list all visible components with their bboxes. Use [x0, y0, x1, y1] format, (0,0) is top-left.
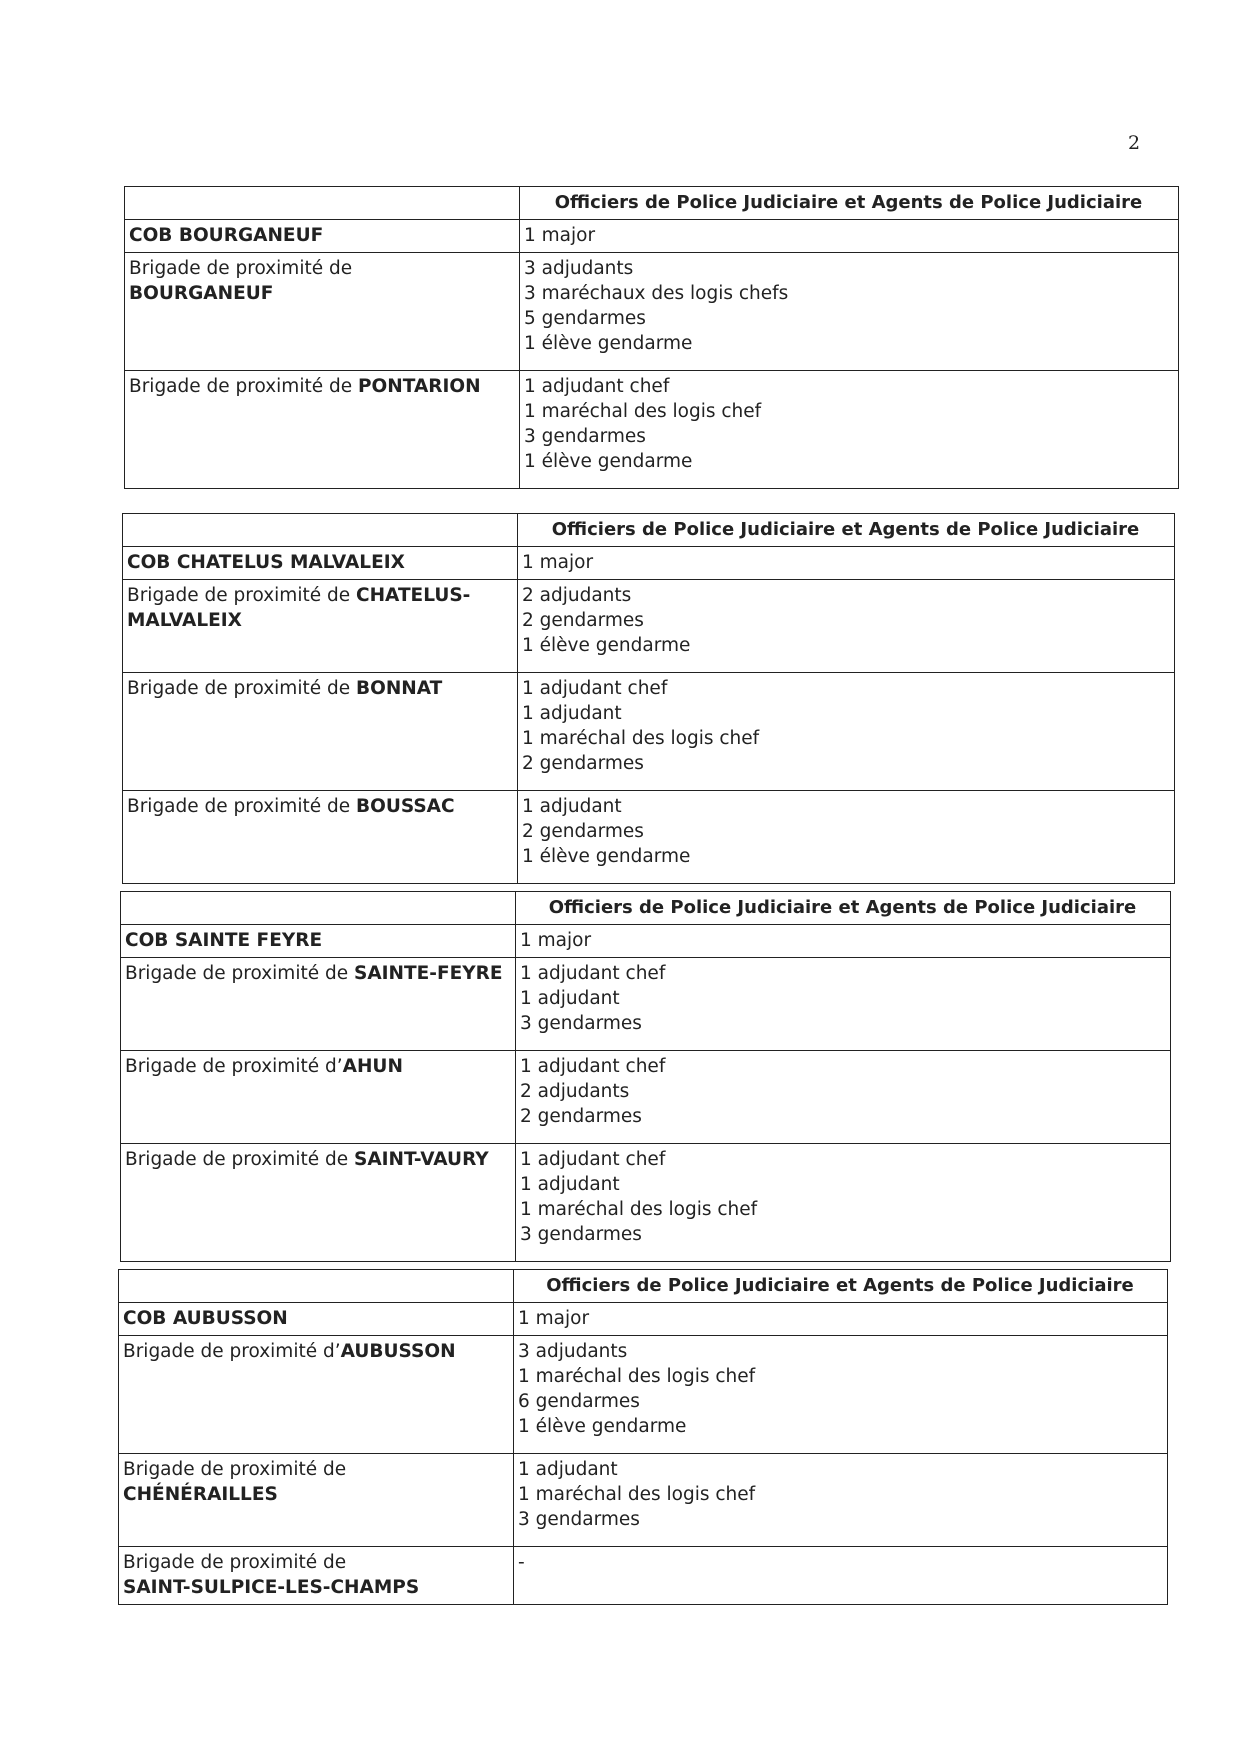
staff-line: 3 gendarmes: [520, 1224, 642, 1245]
cob-name: COB SAINTE FEYRE: [121, 925, 516, 958]
brigade-prefix: Brigade de proximité de: [129, 258, 353, 279]
brigade-name-cell: [121, 958, 516, 1051]
brigade-prefix: Brigade de proximité de: [127, 796, 356, 817]
brigade-staff-cell: [516, 1051, 1171, 1144]
cob-staff: 1 major: [520, 220, 1179, 253]
staff-line: 3 adjudants: [524, 258, 634, 279]
brigade-name-cell: [119, 1336, 514, 1454]
staff-line: 3 maréchaux des logis chefs: [524, 283, 789, 304]
brigade-staff-cell: [518, 791, 1175, 884]
cob-name: COB BOURGANEUF: [125, 220, 520, 253]
brigade-prefix: Brigade de proximité de: [129, 376, 358, 397]
header-cell: Officiers de Police Judiciaire et Agents de Police Judiciaire: [514, 1270, 1168, 1303]
brigade-row: [123, 673, 1175, 791]
brigade-name: AUBUSSON: [340, 1341, 456, 1362]
staff-line: 1 élève gendarme: [518, 1416, 687, 1437]
staff-line: 1 élève gendarme: [524, 451, 693, 472]
cob-name: COB CHATELUS MALVALEIX: [123, 547, 518, 580]
brigade-name-cell: [119, 1454, 514, 1547]
staff-line: 1 maréchal des logis chef: [524, 401, 762, 422]
staff-line: 6 gendarmes: [518, 1391, 640, 1412]
staff-line: 1 adjudant chef: [520, 963, 666, 984]
table-header-row: [125, 187, 1179, 220]
empty-header-cell: [125, 187, 520, 220]
brigade-name-cell: [123, 673, 518, 791]
staff-line: 1 élève gendarme: [522, 635, 691, 656]
staff-table: [124, 186, 1179, 489]
brigade-prefix: Brigade de proximité de: [125, 1149, 354, 1170]
brigade-staff-cell: [518, 580, 1175, 673]
brigade-prefix: Brigade de proximité de: [123, 1459, 347, 1480]
brigade-name: AHUN: [342, 1056, 403, 1077]
brigade-prefix: Brigade de proximité de: [127, 585, 356, 606]
table-header-row: [119, 1270, 1168, 1303]
brigade-staff-cell: [514, 1336, 1168, 1454]
staff-line: 3 gendarmes: [518, 1509, 640, 1530]
staff-line: 1 adjudant: [520, 1174, 620, 1195]
brigade-name: SAINT-VAURY: [354, 1149, 489, 1170]
brigade-staff-cell: [516, 958, 1171, 1051]
cob-row: [121, 925, 1171, 958]
header-cell: Officiers de Police Judiciaire et Agents de Police Judiciaire: [516, 892, 1171, 925]
cob-staff: 1 major: [514, 1303, 1168, 1336]
staff-line: 2 gendarmes: [522, 753, 644, 774]
cob-name: COB AUBUSSON: [119, 1303, 514, 1336]
staff-table: [122, 513, 1175, 884]
staff-table: [118, 1269, 1168, 1605]
staff-line: 1 adjudant: [522, 703, 622, 724]
staff-line: 1 élève gendarme: [524, 333, 693, 354]
staff-line: 3 gendarmes: [520, 1013, 642, 1034]
table-header-row: [123, 514, 1175, 547]
cob-staff: 1 major: [516, 925, 1171, 958]
brigade-name: BOUSSAC: [356, 796, 455, 817]
cob-row: [119, 1303, 1168, 1336]
brigade-prefix: Brigade de proximité d’: [123, 1341, 341, 1362]
brigade-row: [123, 791, 1175, 884]
brigade-staff-cell: [518, 673, 1175, 791]
staff-line: 1 maréchal des logis chef: [518, 1484, 756, 1505]
brigade-name: BONNAT: [356, 678, 443, 699]
staff-line: 1 maréchal des logis chef: [518, 1366, 756, 1387]
brigade-row: [125, 371, 1179, 489]
table-header-row: [121, 892, 1171, 925]
brigade-name: CHATELUS-MALVALEIX: [127, 585, 471, 631]
brigade-prefix: Brigade de proximité d’: [125, 1056, 343, 1077]
brigade-row: [121, 1144, 1171, 1262]
staff-line: 1 adjudant chef: [522, 678, 668, 699]
cob-staff: 1 major: [518, 547, 1175, 580]
brigade-row: [121, 1051, 1171, 1144]
brigade-staff-cell: [520, 253, 1179, 371]
staff-line: 1 adjudant: [522, 796, 622, 817]
staff-line: 3 gendarmes: [524, 426, 646, 447]
staff-line: 1 adjudant: [520, 988, 620, 1009]
staff-line: 5 gendarmes: [524, 308, 646, 329]
brigade-name-cell: [121, 1144, 516, 1262]
brigade-name-cell: [119, 1547, 514, 1605]
brigade-row: [123, 580, 1175, 673]
empty-header-cell: [123, 514, 518, 547]
staff-line: 1 adjudant chef: [520, 1056, 666, 1077]
staff-line: -: [518, 1552, 525, 1573]
brigade-name: SAINT-SULPICE-LES-CHAMPS: [123, 1577, 420, 1598]
brigade-name-cell: [125, 371, 520, 489]
staff-line: 1 adjudant chef: [520, 1149, 666, 1170]
brigade-row: [125, 253, 1179, 371]
header-cell: Officiers de Police Judiciaire et Agents de Police Judiciaire: [518, 514, 1175, 547]
staff-line: 1 maréchal des logis chef: [520, 1199, 758, 1220]
staff-line: 2 adjudants: [520, 1081, 630, 1102]
staff-line: 3 adjudants: [518, 1341, 628, 1362]
brigade-prefix: Brigade de proximité de: [127, 678, 356, 699]
page-number: 2: [1128, 132, 1141, 154]
staff-line: 1 maréchal des logis chef: [522, 728, 760, 749]
brigade-name-cell: [123, 580, 518, 673]
empty-header-cell: [119, 1270, 514, 1303]
staff-line: 1 élève gendarme: [522, 846, 691, 867]
cob-row: [125, 220, 1179, 253]
brigade-name-cell: [125, 253, 520, 371]
brigade-name: PONTARION: [358, 376, 481, 397]
brigade-prefix: Brigade de proximité de: [125, 963, 354, 984]
staff-line: 2 gendarmes: [520, 1106, 642, 1127]
brigade-row: [119, 1454, 1168, 1547]
staff-line: 2 adjudants: [522, 585, 632, 606]
brigade-staff-cell: [514, 1454, 1168, 1547]
brigade-staff-cell: [514, 1547, 1168, 1605]
header-cell: Officiers de Police Judiciaire et Agents de Police Judiciaire: [520, 187, 1179, 220]
staff-line: 2 gendarmes: [522, 610, 644, 631]
brigade-staff-cell: [516, 1144, 1171, 1262]
brigade-name: SAINTE-FEYRE: [354, 963, 503, 984]
brigade-row: [121, 958, 1171, 1051]
brigade-row: [119, 1547, 1168, 1605]
empty-header-cell: [121, 892, 516, 925]
staff-line: 1 adjudant chef: [524, 376, 670, 397]
staff-table: [120, 891, 1171, 1262]
brigade-name-cell: [123, 791, 518, 884]
brigade-name: BOURGANEUF: [129, 283, 274, 304]
brigade-staff-cell: [520, 371, 1179, 489]
brigade-name-cell: [121, 1051, 516, 1144]
brigade-name: CHÉNÉRAILLES: [123, 1484, 278, 1505]
staff-line: 2 gendarmes: [522, 821, 644, 842]
brigade-prefix: Brigade de proximité de: [123, 1552, 347, 1573]
brigade-row: [119, 1336, 1168, 1454]
staff-line: 1 adjudant: [518, 1459, 618, 1480]
cob-row: [123, 547, 1175, 580]
